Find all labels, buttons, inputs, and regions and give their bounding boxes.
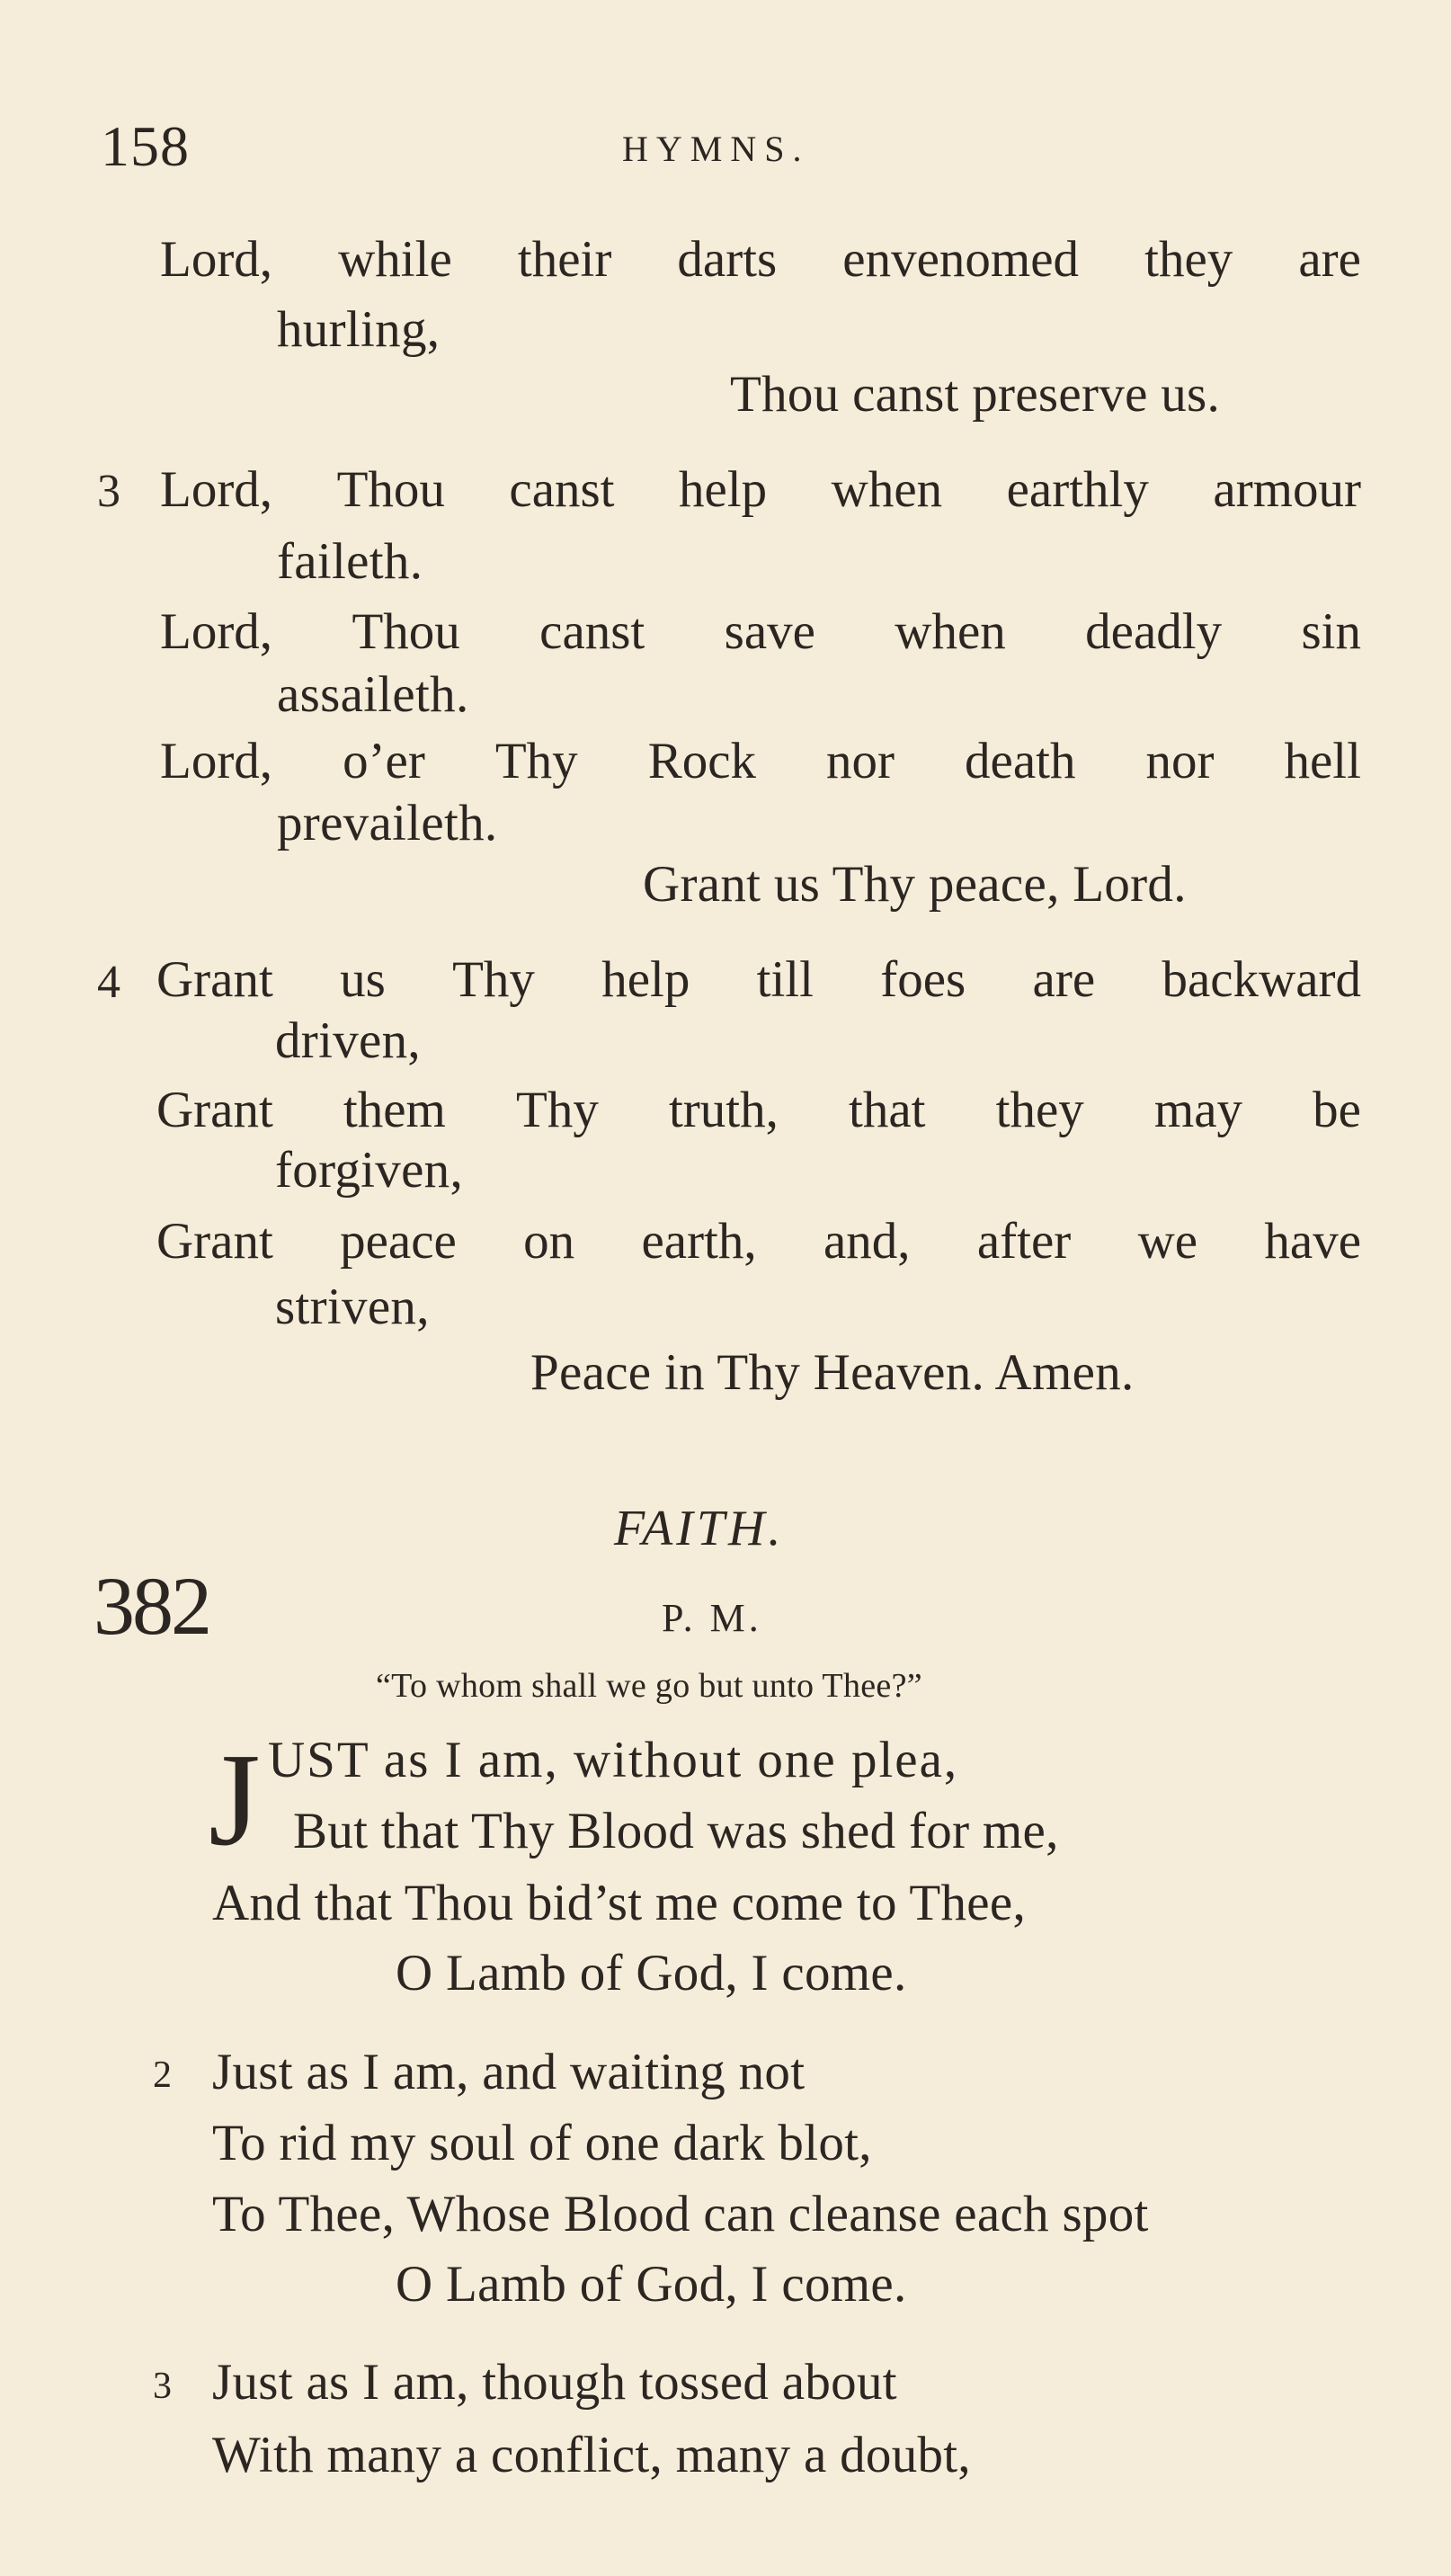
- verse-number: 4: [97, 957, 120, 1008]
- word: canst: [539, 603, 645, 660]
- word: Thy: [494, 733, 578, 789]
- word: Thou: [336, 461, 445, 518]
- continuation-refrain: Thou canst preserve us.: [730, 366, 1221, 423]
- word: deadly: [1085, 603, 1223, 660]
- word: they: [1144, 231, 1233, 288]
- word: Grant: [156, 951, 273, 1008]
- word: Lord,: [160, 603, 273, 660]
- word: their: [517, 231, 612, 288]
- verse4-line-1: [156, 951, 1361, 1008]
- word: darts: [677, 231, 778, 288]
- meter-indicator: P. M.: [662, 1596, 762, 1640]
- word: Thy: [452, 951, 535, 1008]
- word: canst: [509, 461, 615, 518]
- word: on: [523, 1213, 575, 1270]
- word: peace: [340, 1213, 457, 1270]
- word: they: [995, 1082, 1084, 1138]
- word: earth,: [641, 1213, 757, 1270]
- hymn382-verse1-refrain: O Lamb of God, I come.: [396, 1945, 907, 2001]
- word: Lord,: [160, 461, 273, 518]
- section-title: FAITH.: [614, 1501, 785, 1556]
- word: nor: [1145, 733, 1215, 789]
- word: when: [895, 603, 1006, 660]
- word: while: [338, 231, 452, 288]
- word: hell: [1284, 733, 1361, 789]
- word: truth,: [668, 1082, 779, 1138]
- hymn382-verse2-refrain: O Lamb of God, I come.: [396, 2256, 907, 2313]
- word: till: [756, 951, 814, 1008]
- verse4-refrain: Peace in Thy Heaven. Amen.: [530, 1344, 1135, 1401]
- verse3-line-6: prevaileth.: [277, 795, 498, 851]
- verse4-line-3: [156, 1084, 1361, 1136]
- word: Grant: [156, 1213, 273, 1270]
- verse-number: 3: [153, 2366, 172, 2407]
- verse3-line-1: [160, 461, 1361, 518]
- verse3-refrain: Grant us Thy peace, Lord.: [643, 856, 1187, 913]
- verse-number: 2: [153, 2055, 172, 2096]
- word: save: [724, 603, 815, 660]
- verse3-line-5: [160, 735, 1361, 787]
- hymn382-verse2-line-1: Just as I am, and waiting not: [212, 2044, 806, 2100]
- hymn-number: 382: [93, 1560, 209, 1652]
- continuation-line-2: hurling,: [277, 301, 441, 358]
- word: o’er: [343, 733, 425, 789]
- word: Thy: [516, 1082, 599, 1138]
- verse3-line-2: faileth.: [277, 533, 423, 590]
- verse4-line-4: forgiven,: [275, 1142, 464, 1199]
- hymn382-verse2-line-3: To Thee, Whose Blood can cleanse each spot: [212, 2186, 1149, 2242]
- word: death: [965, 733, 1076, 789]
- word: foes: [880, 951, 966, 1008]
- word: Rock: [647, 733, 757, 789]
- word: Grant: [156, 1082, 273, 1138]
- page-number: 158: [101, 114, 190, 178]
- word: earthly: [1006, 461, 1149, 518]
- hymn382-verse1-line-3: And that Thou bid’st me come to Thee,: [212, 1875, 1027, 1931]
- verse3-line-3: [160, 603, 1361, 660]
- word: sin: [1301, 603, 1361, 660]
- word: be: [1313, 1082, 1361, 1138]
- hymn382-verse1-line-2: But that Thy Blood was shed for me,: [293, 1803, 1059, 1859]
- word: and,: [823, 1213, 911, 1270]
- drop-cap: J: [209, 1726, 261, 1874]
- verse4-line-6: striven,: [275, 1279, 430, 1335]
- hymn382-verse3-line-1: Just as I am, though tossed about: [212, 2354, 897, 2411]
- word: we: [1137, 1213, 1198, 1270]
- verse3-line-4: assaileth.: [277, 666, 469, 723]
- word: envenomed: [842, 231, 1080, 288]
- word: are: [1298, 231, 1361, 288]
- word: backward: [1162, 951, 1361, 1008]
- word: after: [976, 1213, 1072, 1270]
- hymn382-verse1-line-1: UST as I am, without one plea,: [268, 1732, 959, 1788]
- word: them: [343, 1082, 446, 1138]
- word: have: [1264, 1213, 1361, 1270]
- verse-number: 3: [97, 466, 120, 517]
- running-title: HYMNS.: [622, 129, 810, 169]
- word: Lord,: [160, 733, 273, 789]
- word: may: [1153, 1082, 1243, 1138]
- word: armour: [1213, 461, 1361, 518]
- word: are: [1032, 951, 1096, 1008]
- verse4-line-2: driven,: [275, 1012, 421, 1069]
- word: that: [849, 1082, 926, 1138]
- continuation-line-1: [160, 231, 1361, 288]
- word: help: [601, 951, 690, 1008]
- word: us: [340, 951, 386, 1008]
- hymn382-verse2-line-2: To rid my soul of one dark blot,: [212, 2115, 872, 2171]
- word: when: [831, 461, 943, 518]
- word: help: [679, 461, 768, 518]
- word: Thou: [352, 603, 460, 660]
- epigraph: “To whom shall we go but unto Thee?”: [376, 1667, 922, 1705]
- verse4-line-5: [156, 1213, 1361, 1270]
- word: Lord,: [160, 231, 273, 288]
- word: nor: [826, 733, 895, 789]
- hymn382-verse3-line-2: With many a conflict, many a doubt,: [212, 2427, 971, 2483]
